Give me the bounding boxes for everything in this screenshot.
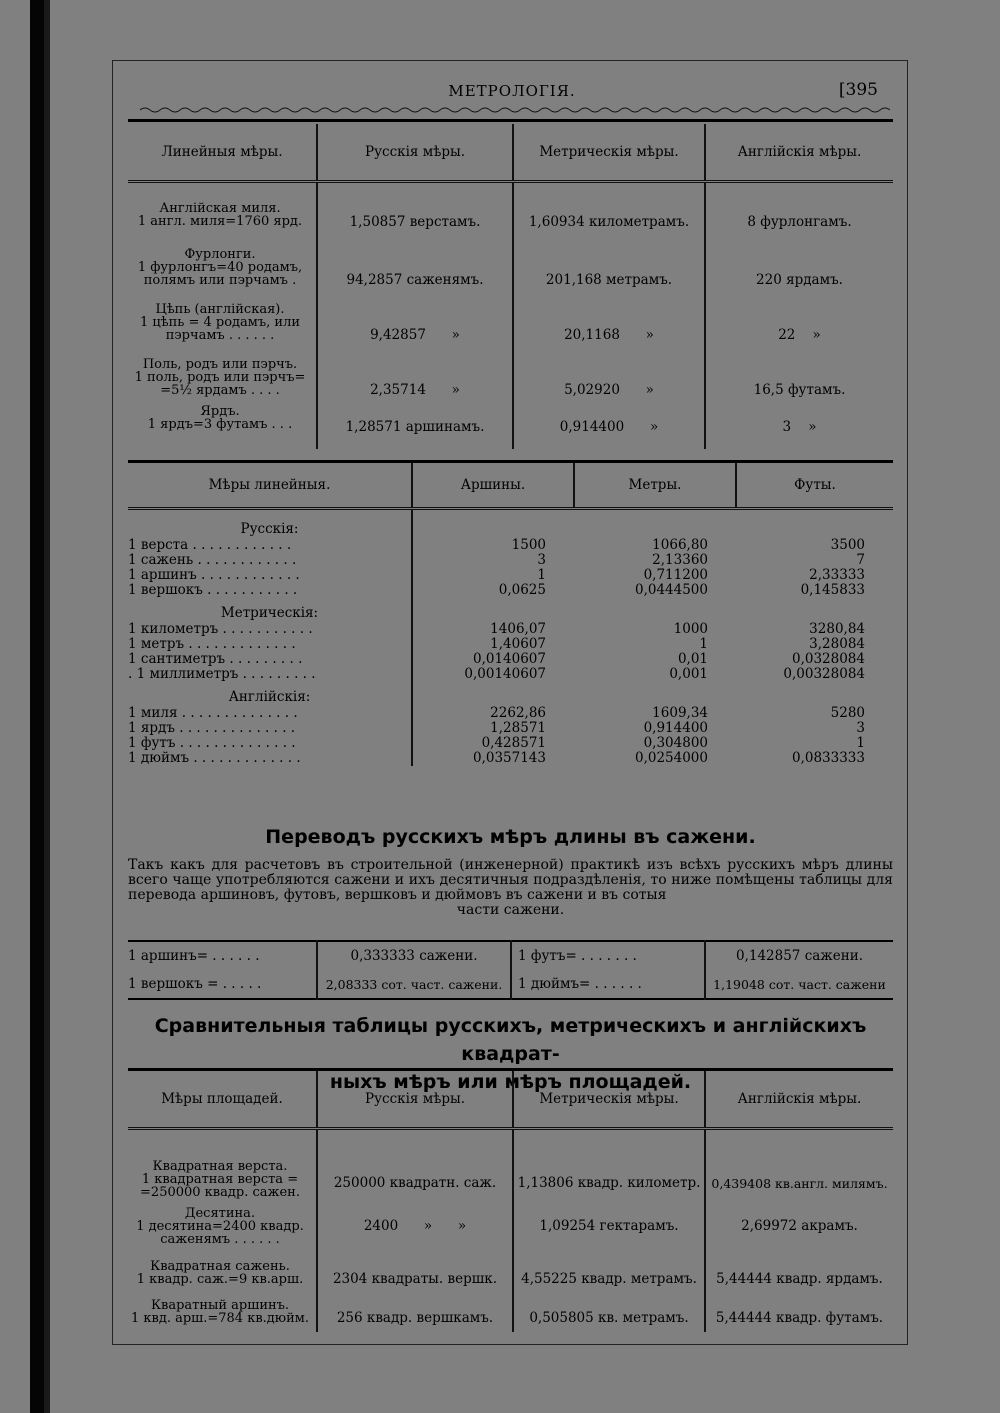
linear-conversion-table <box>128 460 893 766</box>
measure-name: 1 футъ= . . . . . . . <box>511 941 705 970</box>
table-row <box>128 295 893 350</box>
russian-value: 1,50857 верстамъ. <box>317 182 513 240</box>
table-row <box>128 553 893 568</box>
russian-value: 250000 квадратн. саж. <box>317 1129 513 1199</box>
section-paragraph <box>128 858 893 918</box>
column-header: Метрическія мѣры. <box>513 124 705 182</box>
feet-value: 3,28084 <box>809 636 865 652</box>
row-definition: 1 поль, родъ или пэрчъ= <box>134 369 306 385</box>
table-header-row <box>128 1070 893 1129</box>
meter-value: 0,0444500 <box>634 582 708 598</box>
row-definition: 1 ярдъ=3 футамъ . . . <box>147 416 293 432</box>
section-row <box>128 509 893 539</box>
feet-value: 0,145833 <box>800 582 865 598</box>
paragraph-text: Такъ какъ для расчетовъ въ строительной (инженерной) практикѣ изъ всѣхъ русскихъ мѣръ длины всего чаще употребляются сажени и ихъ десятичныя подраздѣленія, то ниже помѣщены таблицы для перевода аршиновъ, футовъ, вершковъ и дюймовъ въ сажени и въ сотыя <box>128 857 893 903</box>
english-value: 22 » <box>705 295 893 350</box>
arshin-value: 0,0140607 <box>412 652 574 667</box>
table-row <box>128 637 893 652</box>
arshin-value: 0,0625 <box>412 583 574 598</box>
linear-measures-table <box>128 124 893 449</box>
table-row <box>128 240 893 295</box>
row-definition: полямъ или пэрчамъ . <box>143 272 297 288</box>
arshin-value: 0,00140607 <box>412 667 574 682</box>
column-header: Аршины. <box>412 462 574 509</box>
arshin-value: 0,0357143 <box>412 751 574 766</box>
row-title: Поль, родъ или пэрчъ. <box>142 356 298 372</box>
meter-value: 1609,34 <box>652 705 708 721</box>
row-title: Квадратная сажень. <box>150 1258 290 1274</box>
measure-name: 1 аршинъ . . . . . . . . . . . . <box>128 567 300 583</box>
feet-value: 1 <box>856 735 865 751</box>
table-row <box>128 652 893 667</box>
russian-value: 2304 квадраты. вершк. <box>317 1254 513 1292</box>
measure-name: 1 верста . . . . . . . . . . . . <box>128 537 292 553</box>
metric-value: 201,168 метрамъ. <box>513 240 705 295</box>
feet-value: 3500 <box>830 537 865 553</box>
measure-name: 1 ярдъ . . . . . . . . . . . . . . <box>128 720 296 736</box>
russian-value: 1,28571 аршинамъ. <box>317 405 513 449</box>
table-row <box>128 405 893 449</box>
metric-value: 0,914400 » <box>513 405 705 449</box>
meter-value: 1066,80 <box>652 537 708 553</box>
measure-name: . 1 миллиметръ . . . . . . . . . <box>128 666 316 682</box>
metric-value: 0,505805 кв. метрамъ. <box>513 1292 705 1332</box>
arshin-value: 1 <box>412 568 574 583</box>
feet-value: 2,33333 <box>809 567 865 583</box>
russian-value: 9,42857 » <box>317 295 513 350</box>
wavy-rule <box>140 106 890 114</box>
feet-value: 0,0833333 <box>791 750 865 766</box>
arshin-value: 3 <box>412 553 574 568</box>
column-header: Англійскія мѣры. <box>705 124 893 182</box>
heading-line: Сравнительныя таблицы русскихъ, метрическихъ и англійскихъ квадрат- <box>154 1015 867 1065</box>
column-header: Русскія мѣры. <box>317 1070 513 1129</box>
row-definition: пэрчамъ . . . . . . <box>165 327 275 343</box>
measure-name: 1 дюймъ . . . . . . . . . . . . . <box>128 750 301 766</box>
measure-name: 1 вершокъ . . . . . . . . . . . <box>128 582 298 598</box>
sazhen-value: 0,333333 сажени. <box>317 941 511 970</box>
column-header: Мѣры площадей. <box>128 1070 317 1129</box>
row-definition: =5½ ярдамъ . . . . <box>160 382 280 398</box>
section-title: Русскія: <box>240 520 299 537</box>
russian-value: 94,2857 саженямъ. <box>317 240 513 295</box>
sazhen-conversion-table <box>128 940 893 1000</box>
arshin-value: 1500 <box>412 538 574 553</box>
english-value: 220 ярдамъ. <box>705 240 893 295</box>
row-title: Фурлонги. <box>184 246 256 262</box>
table-row <box>128 751 893 766</box>
sazhen-value: 0,142857 сажени. <box>705 941 893 970</box>
meter-value: 2,13360 <box>652 552 708 568</box>
area-measures-table <box>128 1068 893 1332</box>
table-row <box>128 622 893 637</box>
row-definition: 1 квадратная верста = <box>141 1171 299 1187</box>
table-row <box>128 182 893 240</box>
measure-name: 1 дюймъ= . . . . . . <box>511 970 705 999</box>
meter-value: 1 <box>699 636 708 652</box>
table-header-row <box>128 462 893 509</box>
table-row <box>128 1292 893 1332</box>
feet-value: 0,00328084 <box>783 666 865 682</box>
row-definition: 1 квд. арш.=784 кв.дюйм. <box>130 1310 310 1326</box>
english-value: 0,439408 кв.англ. милямъ. <box>705 1129 893 1199</box>
feet-value: 0,0328084 <box>791 651 865 667</box>
measure-name: 1 футъ . . . . . . . . . . . . . . <box>128 735 296 751</box>
measure-name: 1 метръ . . . . . . . . . . . . . <box>128 636 296 652</box>
row-definition: 1 фурлонгъ=40 родамъ, <box>137 259 303 275</box>
table-row <box>128 538 893 553</box>
english-value: 5,44444 квадр. ярдамъ. <box>705 1254 893 1292</box>
metric-value: 1,09254 гектарамъ. <box>513 1199 705 1254</box>
running-header <box>128 80 896 106</box>
table-row <box>128 568 893 583</box>
table-row <box>128 721 893 736</box>
row-title: Десятина. <box>184 1205 256 1221</box>
arshin-value: 1406,07 <box>412 622 574 637</box>
table-row <box>128 1129 893 1199</box>
feet-value: 3280,84 <box>809 621 865 637</box>
english-value: 16,5 футамъ. <box>705 350 893 405</box>
english-value: 8 фурлонгамъ. <box>705 182 893 240</box>
russian-value: 2400 » » <box>317 1199 513 1254</box>
meter-value: 0,711200 <box>643 567 708 583</box>
section-title: Англійскія: <box>228 688 311 705</box>
table-row <box>128 1199 893 1254</box>
metric-value: 1,13806 квадр. километр. <box>513 1129 705 1199</box>
table-row <box>128 706 893 721</box>
table-row <box>128 350 893 405</box>
row-definition: 1 цѣпь = 4 родамъ, или <box>139 314 301 330</box>
table-header-row <box>128 124 893 182</box>
row-title: Кваратный аршинъ. <box>150 1297 290 1313</box>
book-spine-edge <box>0 0 50 1413</box>
column-header: Англійскія мѣры. <box>705 1070 893 1129</box>
page-number: [395 <box>838 80 878 100</box>
measure-name: 1 вершокъ = . . . . . <box>128 976 262 992</box>
column-header: Линейныя мѣры. <box>128 124 317 182</box>
russian-value: 2,35714 » <box>317 350 513 405</box>
meter-value: 0,01 <box>677 651 708 667</box>
meter-value: 0,0254000 <box>634 750 708 766</box>
metric-value: 4,55225 квадр. метрамъ. <box>513 1254 705 1292</box>
heading-line: ныхъ мѣръ или мѣръ площадей. <box>329 1071 692 1093</box>
measure-name: 1 километръ . . . . . . . . . . . <box>128 621 313 637</box>
row-definition: саженямъ . . . . . . <box>160 1231 280 1247</box>
arshin-value: 0,428571 <box>412 736 574 751</box>
row-definition: 1 десятина=2400 квадр. <box>136 1218 304 1234</box>
column-header: Футы. <box>736 462 893 509</box>
section-row <box>128 598 893 622</box>
metric-value: 5,02920 » <box>513 350 705 405</box>
row-title: Квадратная верста. <box>152 1158 288 1174</box>
header-rule <box>128 119 893 122</box>
section-heading: Переводъ русскихъ мѣръ длины въ сажени. <box>265 826 756 848</box>
row-title: Цѣпь (англійская). <box>155 301 285 317</box>
feet-value: 7 <box>856 552 865 568</box>
table-row <box>128 970 893 999</box>
section-title: Метрическія: <box>220 604 319 621</box>
row-definition: =250000 квадр. сажен. <box>140 1184 300 1200</box>
row-definition: 1 англ. миля=1760 ярд. <box>137 214 303 230</box>
column-header: Русскія мѣры. <box>317 124 513 182</box>
column-header: Метры. <box>574 462 736 509</box>
meter-value: 0,304800 <box>643 735 708 751</box>
meter-value: 0,914400 <box>643 720 708 736</box>
measure-name: 1 сантиметръ . . . . . . . . . <box>128 651 303 667</box>
english-value: 3 » <box>705 405 893 449</box>
feet-value: 3 <box>856 720 865 736</box>
arshin-value: 1,40607 <box>412 637 574 652</box>
section-row <box>128 682 893 706</box>
row-definition: 1 квадр. саж.=9 кв.арш. <box>136 1271 304 1287</box>
sazhen-value: 2,08333 сот. част. сажени. <box>317 970 511 999</box>
english-value: 5,44444 квадр. футамъ. <box>705 1292 893 1332</box>
metric-value: 1,60934 километрамъ. <box>513 182 705 240</box>
sazhen-value: 1,19048 сот. част. сажени <box>705 970 893 999</box>
column-header: Мѣры линейныя. <box>128 462 412 509</box>
measure-name: 1 аршинъ= . . . . . . <box>128 948 260 964</box>
russian-value: 256 квадр. вершкамъ. <box>317 1292 513 1332</box>
meter-value: 1000 <box>673 621 708 637</box>
meter-value: 0,001 <box>669 666 708 682</box>
table-row <box>128 941 893 970</box>
row-title: Ярдъ. <box>200 403 240 419</box>
arshin-value: 1,28571 <box>412 721 574 736</box>
page-title: МЕТРОЛОГІЯ. <box>448 82 576 100</box>
column-header: Метрическія мѣры. <box>513 1070 705 1129</box>
measure-name: 1 миля . . . . . . . . . . . . . . <box>128 705 298 721</box>
table-row <box>128 667 893 682</box>
metric-value: 20,1168 » <box>513 295 705 350</box>
paragraph-last-line: части сажени. <box>456 902 565 918</box>
arshin-value: 2262,86 <box>412 706 574 721</box>
table-row <box>128 1254 893 1292</box>
feet-value: 5280 <box>830 705 865 721</box>
english-value: 2,69972 акрамъ. <box>705 1199 893 1254</box>
measure-name: 1 сажень . . . . . . . . . . . . <box>128 552 297 568</box>
table-row <box>128 736 893 751</box>
table-row <box>128 583 893 598</box>
row-title: Англійская миля. <box>159 201 281 217</box>
